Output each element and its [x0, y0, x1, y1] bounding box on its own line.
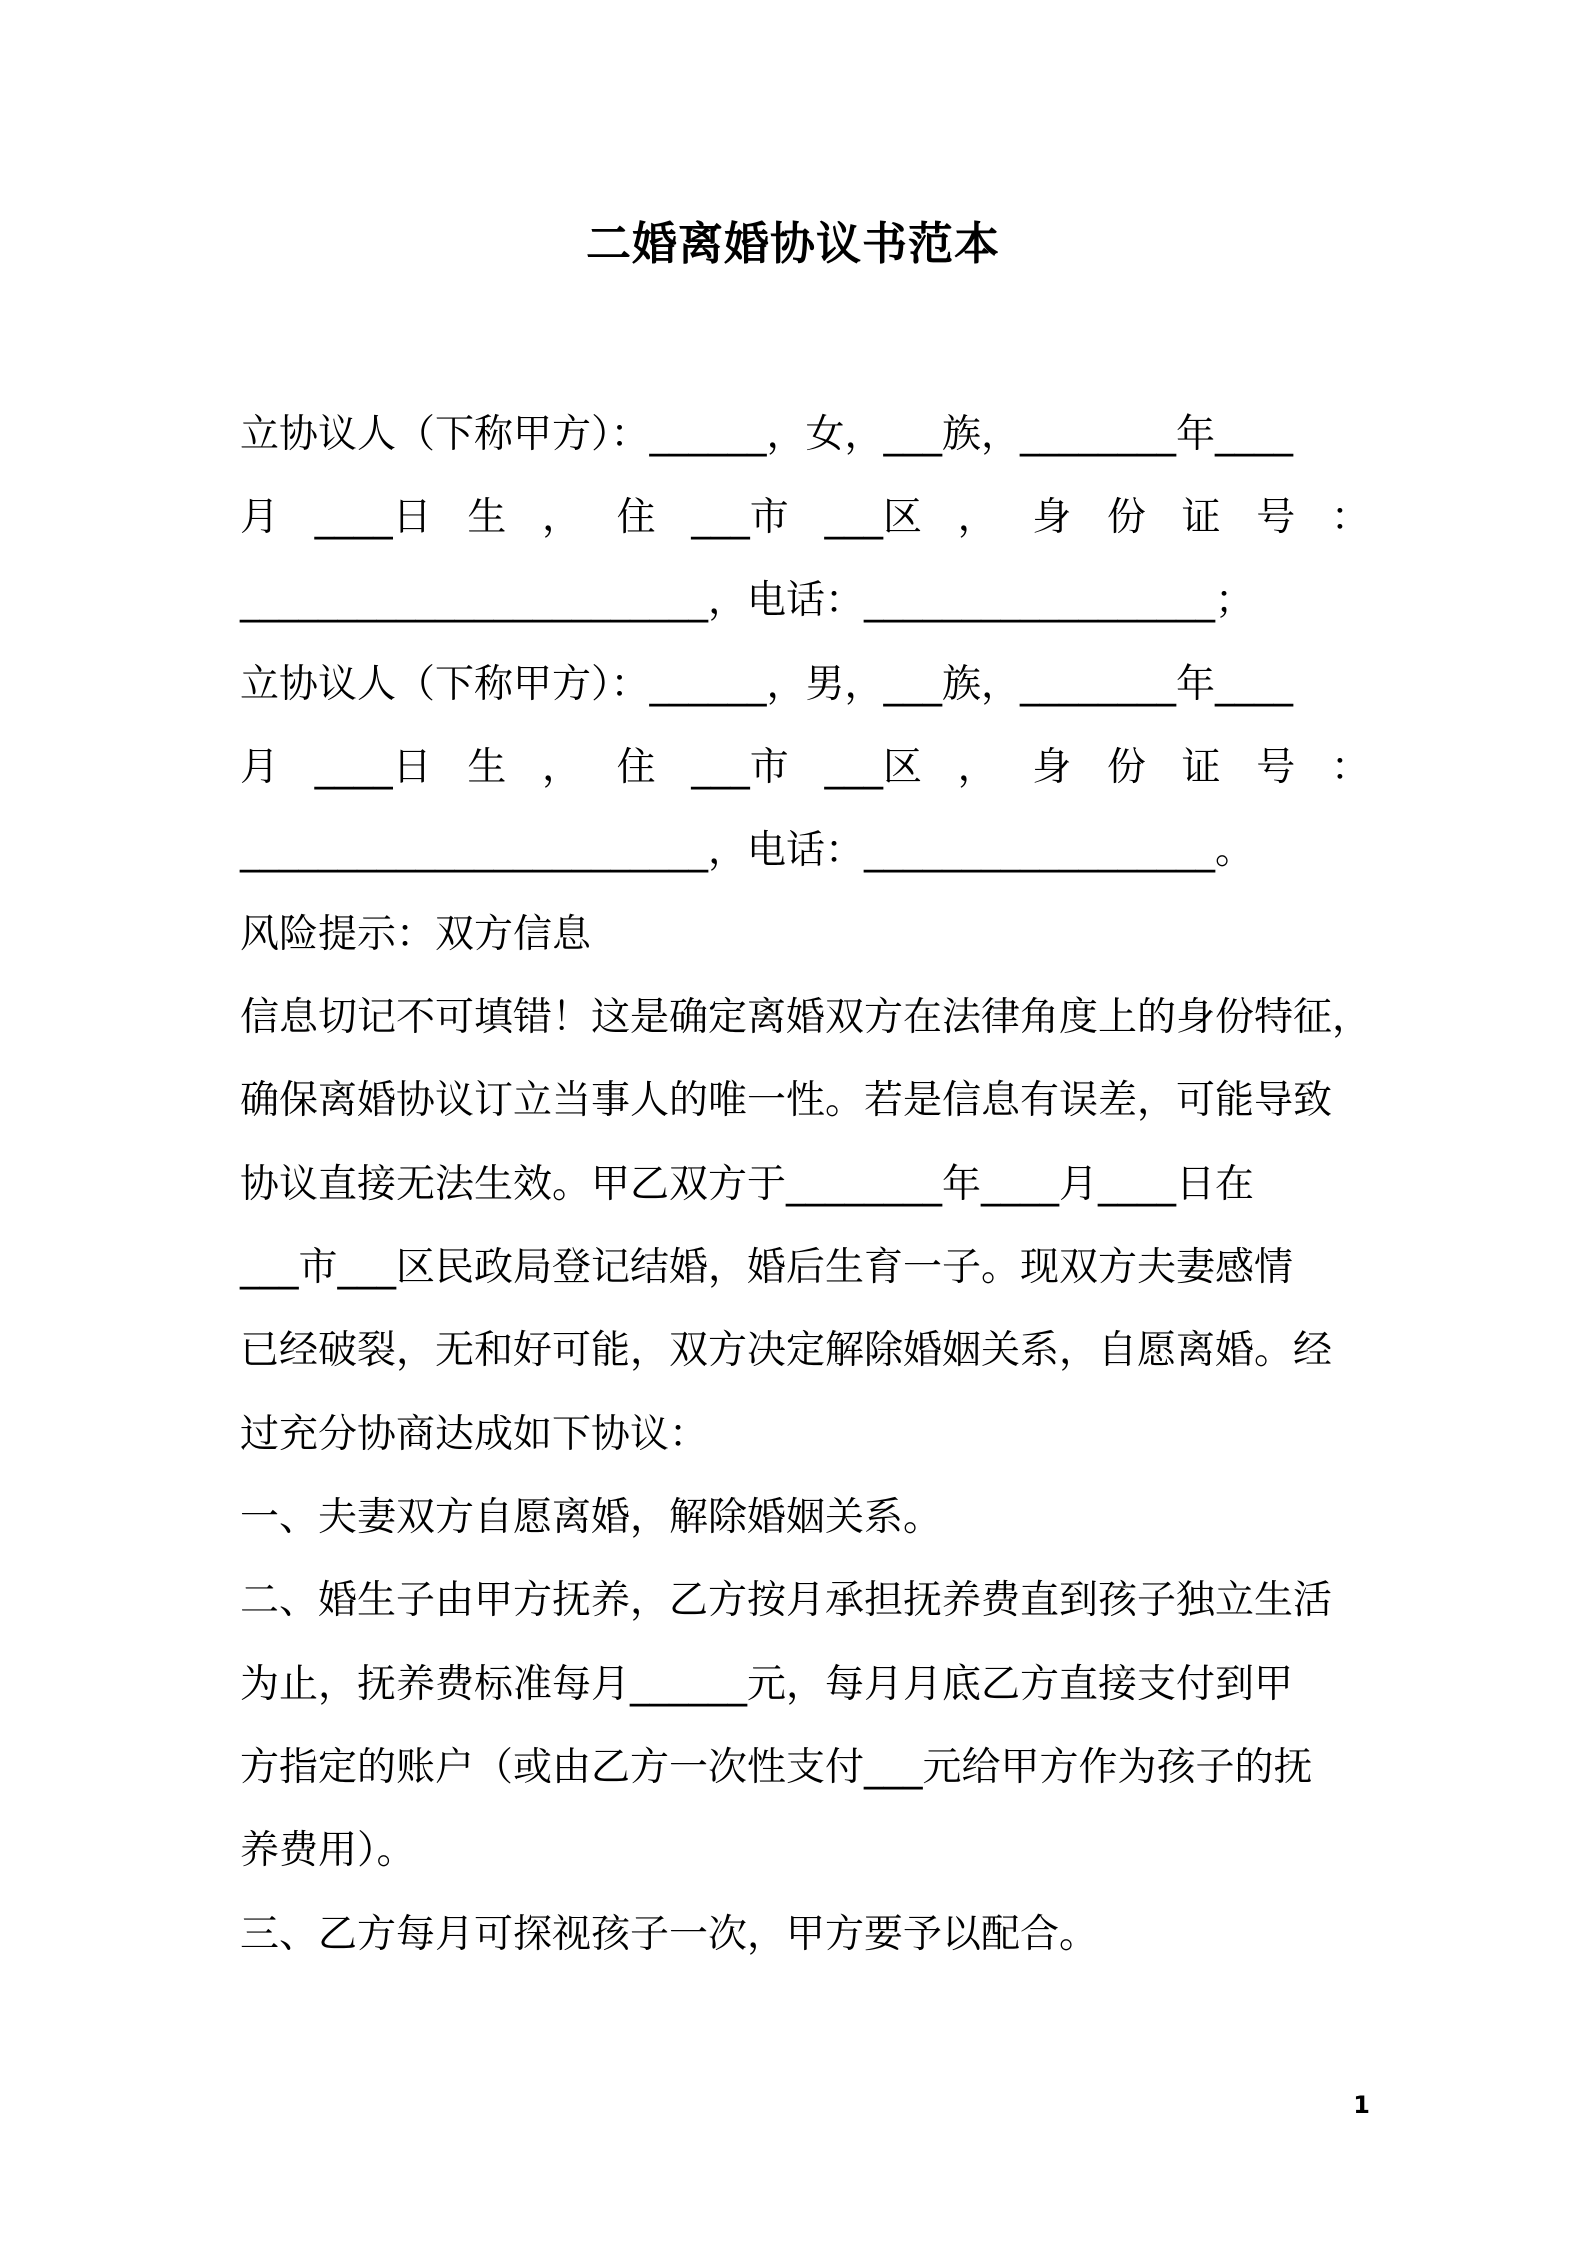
party-a-line-2-token: 身	[1032, 495, 1072, 540]
party-a-line-2-token: ___区	[824, 495, 922, 540]
body-paragraph-line: ___市___区民政局登记结婚，婚后生育一子。现双方夫妻感情	[240, 1245, 1294, 1290]
party-a-info-line-2	[240, 483, 1370, 553]
party-b-line-2-token: ____日	[314, 745, 432, 790]
clause-2-line: 养费用）。	[240, 1828, 416, 1873]
party-b-line-2-token: 月	[240, 745, 280, 790]
clause-2-line: 方指定的账户（或由乙方一次性支付___元给甲方作为孩子的抚	[240, 1745, 1313, 1790]
party-b-line-2-token: 份	[1106, 745, 1146, 790]
clause-1: 一、夫妻双方自愿离婚，解除婚姻关系。	[240, 1495, 943, 1540]
party-b-info-line-2	[240, 733, 1370, 803]
party-b-line-2-token: ___区	[824, 745, 922, 790]
party-b-line-2-token: ，	[957, 745, 997, 790]
party-a-info-line-3: ________________________，电话：__________________；	[240, 578, 1255, 623]
party-a-line-2-token: 月	[240, 495, 280, 540]
party-b-line-2-token: ：	[1330, 745, 1370, 790]
party-b-line-2-token: ___市	[691, 745, 789, 790]
party-b-line-2-token: 住	[616, 745, 656, 790]
party-b-line-2-token: 身	[1032, 745, 1072, 790]
clause-2-line: 为止，抚养费标准每月______元，每月月底乙方直接支付到甲	[240, 1662, 1294, 1707]
party-b-line-2-token: ，	[541, 745, 581, 790]
party-a-line-2-token: 份	[1106, 495, 1146, 540]
party-b-line-2-token: 生	[467, 745, 507, 790]
clause-3: 三、乙方每月可探视孩子一次，甲方要予以配合。	[240, 1912, 1099, 1957]
party-a-line-2-token: ：	[1330, 495, 1370, 540]
party-a-line-2-token: 生	[467, 495, 507, 540]
page-number: 1	[1353, 2091, 1370, 2119]
body-paragraph-line: 已经破裂，无和好可能，双方决定解除婚姻关系，自愿离婚。经	[240, 1328, 1333, 1373]
body-paragraph-line: 过充分协商达成如下协议：	[240, 1412, 709, 1457]
clause-2-line: 二、婚生子由甲方抚养，乙方按月承担抚养费直到孩子独立生活	[240, 1578, 1333, 1623]
party-a-line-2-token: ___市	[691, 495, 789, 540]
party-b-line-2-token: 证	[1181, 745, 1221, 790]
party-a-line-2-token: ____日	[314, 495, 432, 540]
body-paragraph-line: 确保离婚协议订立当事人的唯一性。若是信息有误差，可能导致	[240, 1078, 1333, 1123]
party-a-line-2-token: 证	[1181, 495, 1221, 540]
party-a-line-2-token: 住	[616, 495, 656, 540]
party-b-info-line-3: ________________________，电话：__________________。	[240, 828, 1255, 873]
document-title: 二婚离婚协议书范本	[585, 217, 1000, 270]
risk-tip-heading: 风险提示：双方信息	[240, 912, 592, 957]
party-b-info-line-1: 立协议人（下称甲方）：______，男，___族，________年____	[240, 662, 1294, 707]
party-b-line-2-token: 号	[1256, 745, 1296, 790]
party-a-line-2-token: 号	[1256, 495, 1296, 540]
party-a-line-2-token: ，	[541, 495, 581, 540]
party-a-info-line-1: 立协议人（下称甲方）：______，女，___族，________年____	[240, 412, 1294, 457]
body-paragraph-line: 信息切记不可填错！这是确定离婚双方在法律角度上的身份特征，	[240, 995, 1372, 1040]
party-a-line-2-token: ，	[957, 495, 997, 540]
body-paragraph-line: 协议直接无法生效。甲乙双方于________年____月____日在	[240, 1162, 1255, 1207]
